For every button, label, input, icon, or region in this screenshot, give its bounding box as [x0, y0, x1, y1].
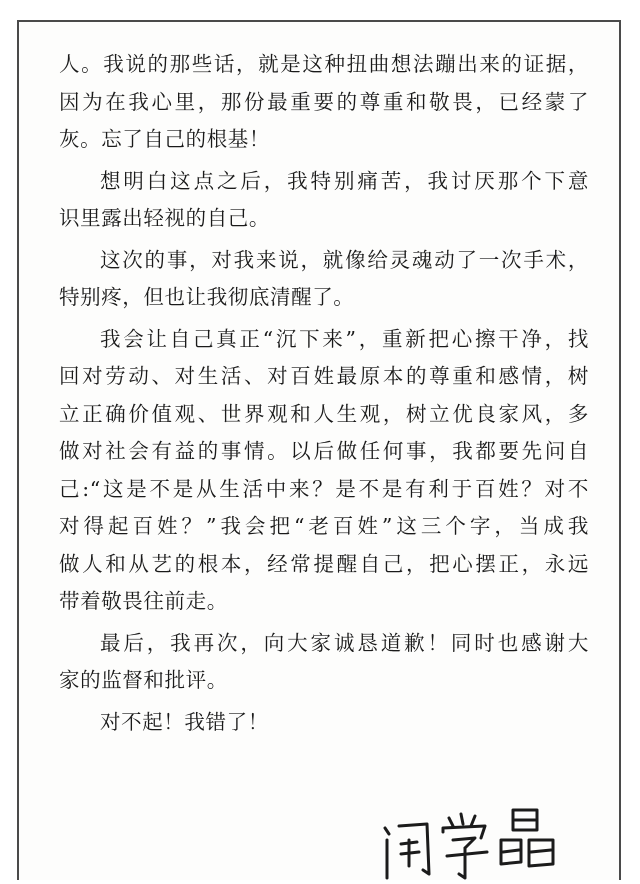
paragraph	[59, 163, 589, 238]
text-line: 做人和从艺的根本，经常提醒自己，把心摆正，永远	[59, 551, 589, 576]
letter-body	[59, 46, 589, 741]
paragraph	[59, 704, 589, 742]
text-line: 想明白这点之后，我特别痛苦，我讨厌那个下意	[100, 168, 589, 193]
text-line: 己:“这是不是从生活中来？是不是有利于百姓？对不	[59, 476, 589, 501]
text-line: 家的监督和批评。	[59, 668, 228, 692]
text-line: 做对社会有益的事情。以后做任何事，我都要先问自	[59, 439, 589, 463]
text-line: 特别疼，但也让我彻底清醒了。	[59, 285, 355, 309]
text-line: 回对劳动、对生活、对百姓最原本的尊重和感情，树	[59, 364, 589, 388]
paragraph	[59, 625, 589, 700]
text-line: 对得起百姓？”我会把“老百姓”这三个字，当成我	[59, 514, 589, 538]
paragraph	[59, 46, 589, 159]
text-line: 带着敬畏往前走。	[59, 589, 228, 613]
text-line: 灰。忘了自己的根基！	[59, 127, 270, 151]
text-line: 我会让自己真正“沉下来”，重新把心擦干净，找	[100, 326, 589, 351]
text-line: 因为在我心里，那份最重要的尊重和敬畏，已经蒙了	[59, 89, 589, 114]
letter-page	[17, 20, 621, 880]
text-line: 最后，我再次，向大家诚恳道歉！同时也感谢大	[100, 630, 589, 655]
text-line: 人。我说的那些话，就是这种扭曲想法蹦出来的证据，	[59, 52, 589, 76]
paragraph	[59, 242, 589, 317]
text-line: 对不起！我错了！	[100, 709, 269, 734]
text-line: 这次的事，对我来说，就像给灵魂动了一次手术，	[100, 247, 589, 272]
handwritten-signature	[377, 804, 577, 884]
text-line: 立正确价值观、世界观和人生观，树立优良家风，多	[59, 401, 589, 426]
paragraph	[59, 321, 589, 621]
text-line: 识里露出轻视的自己。	[59, 206, 270, 230]
